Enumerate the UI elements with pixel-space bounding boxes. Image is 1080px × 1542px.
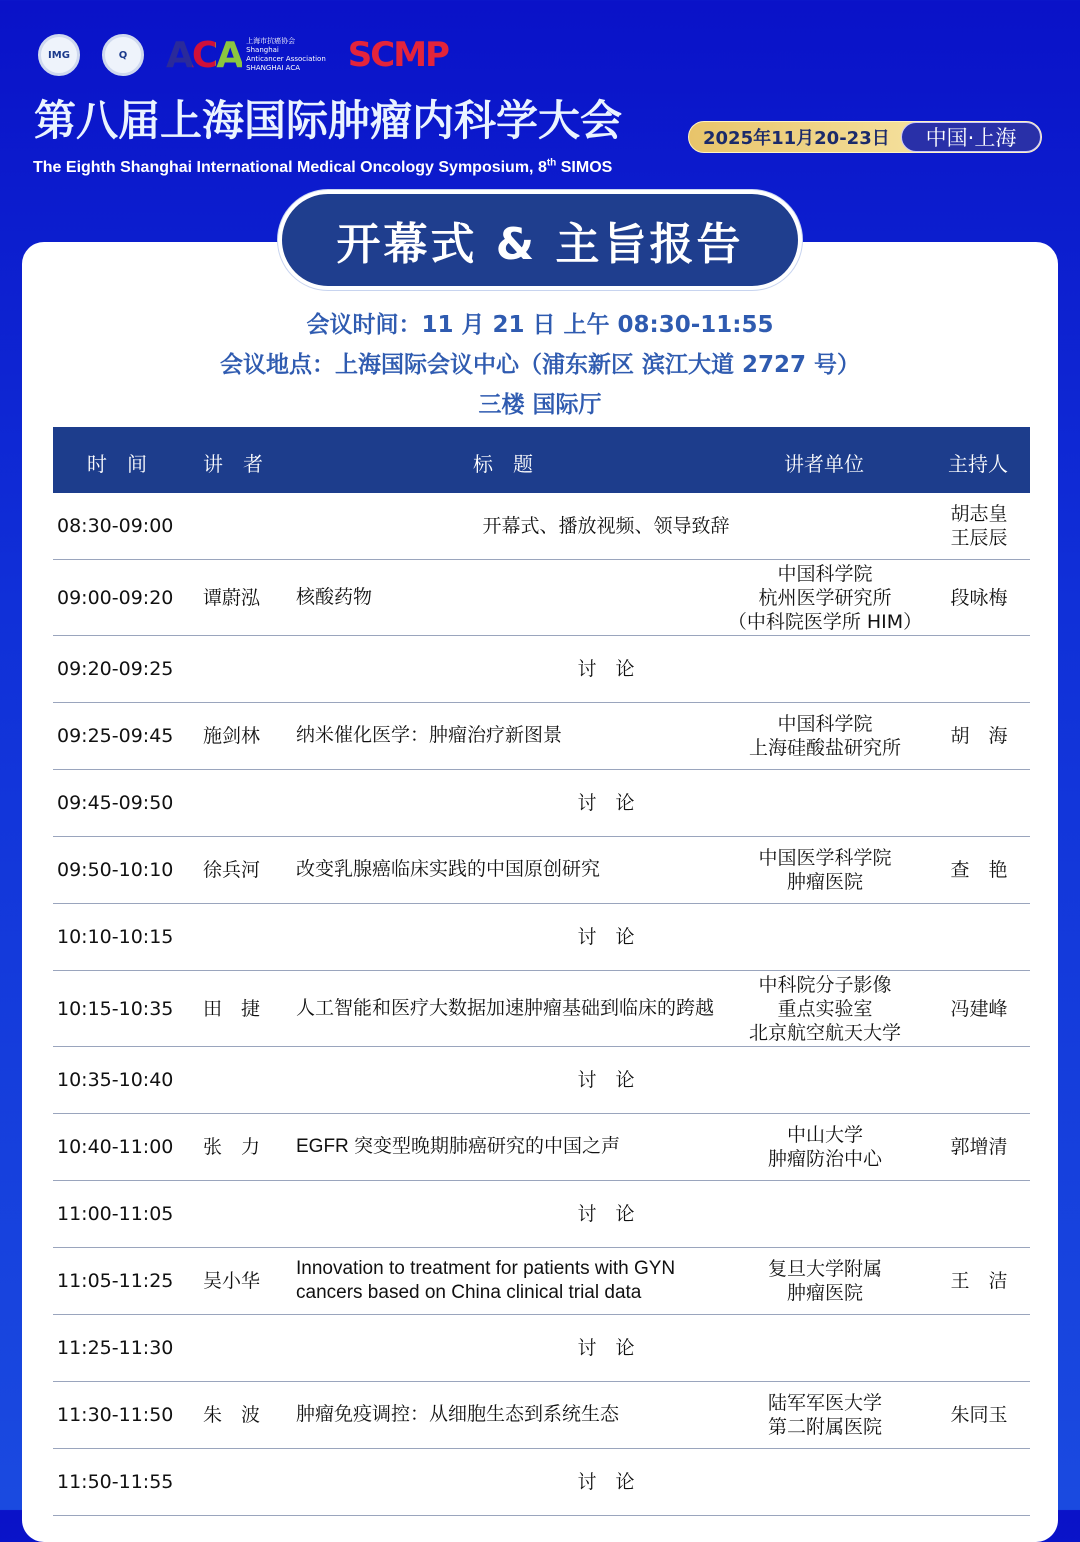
row-time: 09:00-09:20 [57,586,174,609]
location-text: 中国·上海 [901,122,1041,152]
row-speaker: 徐兵河 [203,859,261,881]
table-row [53,971,1030,1047]
row-title: EGFR 突变型晚期肺癌研究的中国之声 [296,1136,621,1157]
img-logo: IMG [38,34,80,76]
row-host: 冯建峰 [950,997,1008,1020]
table-row [53,770,1030,837]
table-row [53,560,1030,636]
row-time: 11:50-11:55 [57,1471,174,1493]
aca-logo: ACA 上海市抗癌协会 Shanghai Anticancer Association SHANGHAI ACA [166,34,326,76]
table-row [53,1248,1030,1315]
row-time: 10:10-10:15 [57,926,174,948]
table-row [53,703,1030,770]
header-title: 标 题 [473,452,533,476]
row-title: 讨 论 [577,658,635,680]
row-title: 开幕式、播放视频、领导致辞 [482,515,730,537]
row-unit: 陆军军医大学 第二附属医院 [767,1392,883,1438]
date-text: 2025年11月20-23日 [703,128,890,149]
session-time: 会议时间：11 月 21 日 上午 08:30-11:55 [306,312,774,338]
row-title: 讨 论 [577,1069,635,1091]
row-time: 11:25-11:30 [57,1337,174,1359]
row-time: 10:15-10:35 [57,997,174,1020]
table-row [53,493,1030,560]
row-speaker: 田 捷 [203,997,261,1020]
row-title: 核酸药物 [296,586,373,608]
table-row [53,904,1030,971]
row-title: 讨 论 [577,792,635,814]
table-row [53,1047,1030,1114]
row-speaker: 谭蔚泓 [203,586,261,609]
table-row [53,837,1030,904]
scmp-logo: SCMP [347,35,448,75]
row-title: 肿瘤免疫调控：从细胞生态到系统生态 [296,1404,620,1425]
row-time: 09:50-10:10 [57,859,174,881]
row-host: 查 艳 [950,859,1008,881]
row-title: 人工智能和医疗大数据加速肿瘤基础到临床的跨越 [296,997,715,1019]
session-hall: 三楼 国际厅 [478,392,602,418]
row-unit: 中国医学科学院 肿瘤医院 [758,847,892,893]
row-title: 纳米催化医学：肿瘤治疗新图景 [296,725,563,746]
table-row [53,1114,1030,1181]
row-unit: 中科院分子影像 重点实验室 北京航空航天大学 [748,973,902,1044]
table-header [53,427,1030,493]
table-row [53,636,1030,703]
row-title: 讨 论 [577,1337,635,1359]
table-row [53,1382,1030,1449]
table-row [53,1315,1030,1382]
conference-subtitle: The Eighth Shanghai International Medical Oncology Symposium, 8th SIMOS [33,157,613,176]
row-title: 讨 论 [577,1203,635,1225]
row-time: 08:30-09:00 [57,515,174,537]
row-unit: 中国科学院 上海硅酸盐研究所 [748,713,902,759]
conference-title: 第八届上海国际肿瘤内科学大会 [34,98,623,144]
header-time: 时 间 [87,452,147,476]
session-title: 开幕式 & 主旨报告 [278,190,802,290]
row-speaker: 吴小华 [203,1270,261,1292]
row-speaker: 施剑林 [203,725,261,747]
row-title: Innovation to treatment for patients with GYN cancers based on China clinical trial data [296,1258,676,1303]
header-unit: 讲者单位 [784,452,864,476]
logo-bar [38,34,448,76]
row-speaker: 朱 波 [203,1404,261,1426]
session-venue: 会议地点：上海国际会议中心（浦东新区 滨江大道 2727 号） [219,352,861,378]
row-title: 讨 论 [577,926,635,948]
table-row [53,1181,1030,1248]
row-title: 改变乳腺癌临床实践的中国原创研究 [296,859,601,880]
row-time: 09:45-09:50 [57,792,174,814]
row-time: 11:05-11:25 [57,1270,174,1292]
row-host: 郭增清 [950,1136,1008,1158]
row-title: 讨 论 [577,1471,635,1493]
header-host: 主持人 [948,452,1008,476]
row-unit: 中国科学院 杭州医学研究所 （中科院医学所 HIM） [727,562,923,633]
row-host: 段咏梅 [950,586,1008,609]
row-host: 胡志皇 王辰辰 [950,503,1008,549]
row-time: 11:30-11:50 [57,1404,174,1426]
row-time: 10:40-11:00 [57,1136,174,1158]
row-time: 09:25-09:45 [57,725,174,747]
row-time: 11:00-11:05 [57,1203,174,1225]
row-speaker: 张 力 [203,1136,261,1158]
row-host: 朱同玉 [950,1404,1008,1426]
row-unit: 复旦大学附属 肿瘤医院 [767,1258,883,1304]
table-row [53,1449,1030,1516]
row-unit: 中山大学 肿瘤防治中心 [767,1124,883,1170]
row-host: 胡 海 [950,725,1008,747]
row-time: 09:20-09:25 [57,658,174,680]
date-location-badge [688,121,1042,153]
header-speaker: 讲 者 [203,452,263,476]
q-logo: Q [102,34,144,76]
row-host: 王 洁 [950,1270,1008,1292]
row-time: 10:35-10:40 [57,1069,174,1091]
